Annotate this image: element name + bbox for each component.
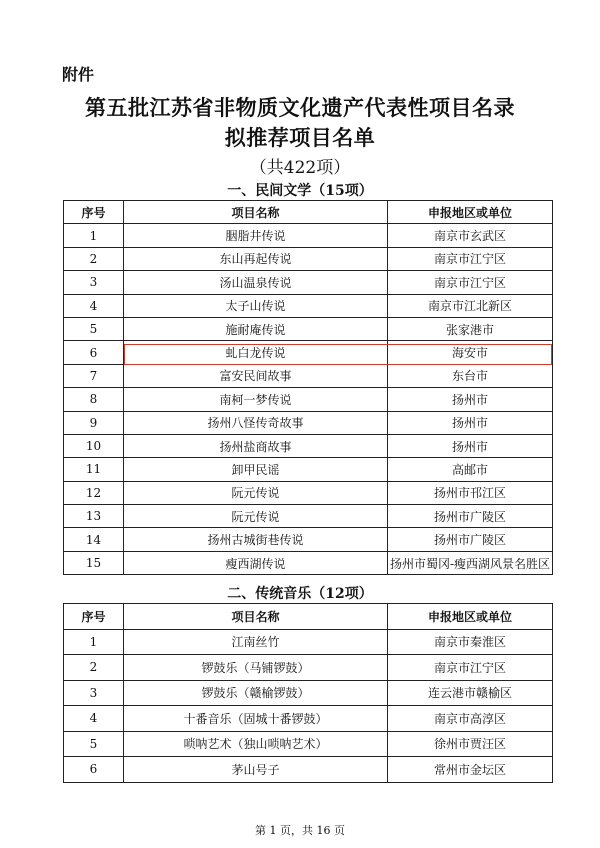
cell-no: 2 [64, 655, 124, 681]
cell-name: 汤山温泉传说 [124, 271, 388, 294]
cell-region: 南京市江宁区 [388, 271, 553, 294]
cell-region: 扬州市蜀冈-瘦西湖风景名胜区 [388, 551, 553, 574]
table-row [64, 481, 553, 504]
header-no: 序号 [64, 201, 124, 224]
header-no: 序号 [64, 604, 124, 630]
cell-name: 南柯一梦传说 [124, 388, 388, 411]
table-row [64, 731, 553, 757]
cell-no: 10 [64, 434, 124, 457]
cell-region: 南京市江宁区 [388, 247, 553, 270]
cell-name: 锣鼓乐（马铺锣鼓） [124, 655, 388, 681]
cell-region: 南京市高淳区 [388, 706, 553, 732]
cell-no: 4 [64, 294, 124, 317]
cell-no: 7 [64, 364, 124, 387]
cell-name: 富安民间故事 [124, 364, 388, 387]
cell-no: 15 [64, 551, 124, 574]
cell-no: 9 [64, 411, 124, 434]
cell-name: 太子山传说 [124, 294, 388, 317]
cell-name: 唢呐艺术（独山唢呐艺术） [124, 731, 388, 757]
cell-name: 施耐庵传说 [124, 317, 388, 340]
table-row [64, 247, 553, 270]
document-title-line1: 第五批江苏省非物质文化遗产代表性项目名录 [85, 95, 515, 120]
cell-no: 5 [64, 731, 124, 757]
cell-region: 扬州市 [388, 411, 553, 434]
cell-region: 徐州市贾汪区 [388, 731, 553, 757]
table-row [64, 434, 553, 457]
cell-region: 扬州市广陵区 [388, 528, 553, 551]
section-title-traditional-music: 二、传统音乐（12项） [227, 586, 373, 602]
cell-region: 扬州市 [388, 388, 553, 411]
cell-region: 南京市秦淮区 [388, 629, 553, 655]
cell-region: 东台市 [388, 364, 553, 387]
table-row [64, 757, 553, 783]
cell-name: 江南丝竹 [124, 629, 388, 655]
cell-name: 茅山号子 [124, 757, 388, 783]
table-row [64, 458, 553, 481]
cell-no: 1 [64, 629, 124, 655]
header-region: 申报地区或单位 [388, 201, 553, 224]
cell-name: 扬州八怪传奇故事 [124, 411, 388, 434]
table-header-row [64, 604, 553, 630]
table-row [64, 706, 553, 732]
cell-no: 1 [64, 224, 124, 247]
cell-no: 3 [64, 680, 124, 706]
table-row [64, 655, 553, 681]
cell-region: 高邮市 [388, 458, 553, 481]
cell-region: 常州市金坛区 [388, 757, 553, 783]
page-footer: 第 1 页，共 16 页 [255, 824, 345, 837]
cell-name: 扬州古城街巷传说 [124, 528, 388, 551]
table-row [64, 528, 553, 551]
cell-region: 南京市玄武区 [388, 224, 553, 247]
cell-name: 十番音乐（固城十番锣鼓） [124, 706, 388, 732]
cell-region: 扬州市邗江区 [388, 481, 553, 504]
cell-no: 13 [64, 505, 124, 528]
table-folk-literature [63, 200, 553, 575]
cell-name: 卸甲民谣 [124, 458, 388, 481]
table-header-row [64, 201, 553, 224]
cell-no: 6 [64, 341, 124, 364]
table-row [64, 317, 553, 340]
header-name: 项目名称 [124, 201, 388, 224]
cell-name: 扬州盐商故事 [124, 434, 388, 457]
cell-no: 8 [64, 388, 124, 411]
table-row [64, 364, 553, 387]
cell-name: 胭脂井传说 [124, 224, 388, 247]
table-row [64, 224, 553, 247]
cell-name: 锣鼓乐（赣榆锣鼓） [124, 680, 388, 706]
cell-region: 海安市 [388, 341, 553, 364]
table-row [64, 294, 553, 317]
table-row [64, 505, 553, 528]
cell-no: 14 [64, 528, 124, 551]
cell-no: 6 [64, 757, 124, 783]
table-traditional-music [63, 603, 553, 783]
section-title-folk-literature: 一、民间文学（15项） [227, 183, 373, 199]
cell-no: 4 [64, 706, 124, 732]
header-name: 项目名称 [124, 604, 388, 630]
cell-region: 连云港市赣榆区 [388, 680, 553, 706]
document-subtitle: （共422项） [249, 158, 351, 178]
table-row [64, 388, 553, 411]
cell-region: 南京市江北新区 [388, 294, 553, 317]
cell-name: 瘦西湖传说 [124, 551, 388, 574]
cell-no: 12 [64, 481, 124, 504]
table-row [64, 341, 553, 364]
table-row [64, 629, 553, 655]
attachment-label: 附件 [62, 65, 95, 84]
header-region: 申报地区或单位 [388, 604, 553, 630]
cell-name: 阮元传说 [124, 505, 388, 528]
document-title-line2: 拟推荐项目名单 [224, 125, 376, 150]
cell-no: 11 [64, 458, 124, 481]
cell-region: 扬州市 [388, 434, 553, 457]
cell-no: 3 [64, 271, 124, 294]
cell-no: 2 [64, 247, 124, 270]
cell-no: 5 [64, 317, 124, 340]
cell-region: 张家港市 [388, 317, 553, 340]
table-row [64, 551, 553, 574]
table-row [64, 411, 553, 434]
cell-name: 阮元传说 [124, 481, 388, 504]
cell-name: 东山再起传说 [124, 247, 388, 270]
table-row [64, 680, 553, 706]
cell-region: 南京市江宁区 [388, 655, 553, 681]
cell-name: 虬白龙传说 [124, 341, 388, 364]
table-row [64, 271, 553, 294]
cell-region: 扬州市广陵区 [388, 505, 553, 528]
